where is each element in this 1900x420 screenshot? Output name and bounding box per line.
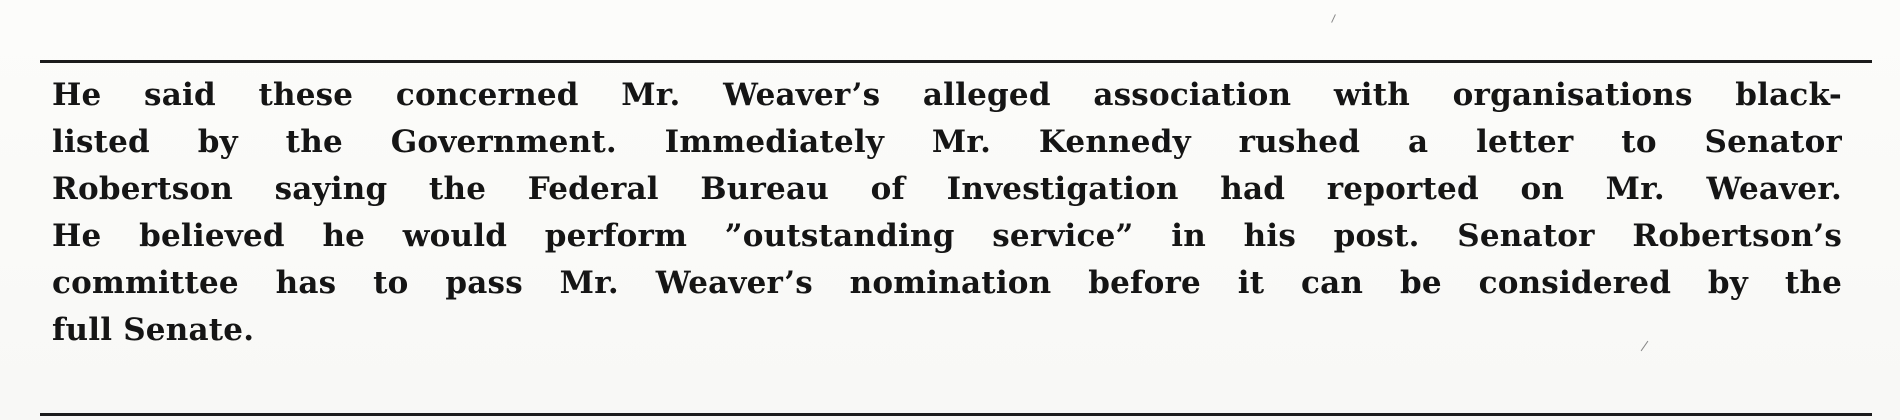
scan-speck [1331, 14, 1336, 23]
top-rule [40, 60, 1872, 63]
paragraph-line: He said these concerned Mr. Weaver’s alleged association with organisations black- [52, 77, 1842, 113]
paragraph-line: listed by the Government. Immediately Mr. Kennedy rushed a letter to Senator [52, 124, 1842, 160]
paragraph-line: full Senate. [52, 312, 255, 348]
paragraph-line: Robertson saying the Federal Bureau of Investigation had reported on Mr. Weaver. [52, 171, 1842, 207]
paragraph-line: He believed he would perform ”outstanding service” in his post. Senator Robertson’s [52, 218, 1842, 254]
bottom-rule [40, 413, 1872, 416]
paragraph-line: committee has to pass Mr. Weaver’s nomination before it can be considered by the [52, 265, 1842, 301]
paragraph [52, 72, 1842, 382]
